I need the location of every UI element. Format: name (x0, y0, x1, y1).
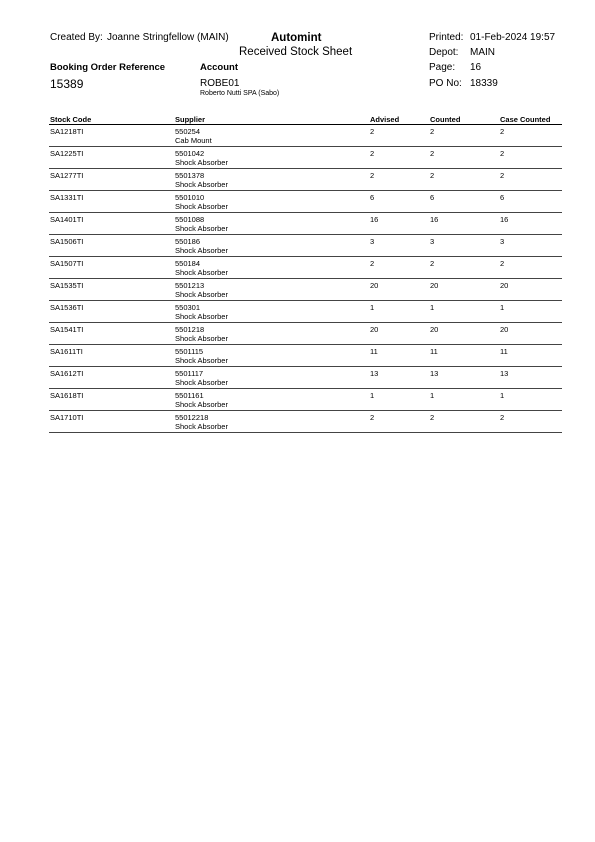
case-counted-cell: 2 (500, 149, 505, 158)
account-label: Account (200, 62, 238, 73)
stock-code-cell: SA1507TI (50, 259, 84, 268)
stock-code-cell: SA1618TI (50, 391, 84, 400)
table-row (0, 391, 595, 413)
po-label: PO No: (429, 78, 462, 89)
booking-ref-value: 15389 (50, 77, 84, 91)
description-cell: Shock Absorber (175, 268, 228, 277)
row-divider (49, 344, 562, 345)
col-header-advised: Advised (370, 115, 400, 124)
stock-code-cell: SA1541TI (50, 325, 84, 334)
col-header-stock-code: Stock Code (50, 115, 92, 124)
supplier-code-cell: 5501218 (175, 325, 205, 334)
printed-value: 01-Feb-2024 19:57 (470, 32, 556, 43)
stock-code-cell: SA1277TI (50, 171, 84, 180)
advised-cell: 2 (370, 127, 375, 136)
col-header-supplier: Supplier (175, 115, 206, 124)
description-cell: Cab Mount (175, 136, 212, 145)
description-cell: Shock Absorber (175, 334, 228, 343)
table-row (0, 347, 595, 369)
advised-cell: 2 (370, 171, 375, 180)
po-value: 18339 (470, 78, 498, 89)
advised-cell: 1 (370, 303, 375, 312)
table-row (0, 281, 595, 303)
table-row (0, 259, 595, 281)
row-divider (49, 168, 562, 169)
advised-cell: 13 (370, 369, 379, 378)
case-counted-cell: 16 (500, 215, 509, 224)
advised-cell: 2 (370, 259, 375, 268)
sheet-title: Received Stock Sheet (239, 46, 353, 58)
col-header-counted: Counted (430, 115, 461, 124)
case-counted-cell: 20 (500, 325, 509, 334)
row-divider (49, 256, 562, 257)
case-counted-cell: 3 (500, 237, 505, 246)
case-counted-cell: 1 (500, 303, 505, 312)
supplier-code-cell: 550186 (175, 237, 201, 246)
booking-ref-label: Booking Order Reference (50, 62, 166, 73)
row-divider (49, 388, 562, 389)
depot-label: Depot: (429, 47, 459, 58)
stock-code-cell: SA1535TI (50, 281, 84, 290)
supplier-code-cell: 5501115 (175, 347, 204, 356)
account-code: ROBE01 (200, 78, 240, 89)
page-value: 16 (470, 62, 482, 73)
description-cell: Shock Absorber (175, 224, 228, 233)
counted-cell: 13 (430, 369, 439, 378)
supplier-code-cell: 5501378 (175, 171, 205, 180)
advised-cell: 20 (370, 281, 379, 290)
case-counted-cell: 2 (500, 171, 505, 180)
printed-label: Printed: (429, 32, 464, 43)
table-row (0, 149, 595, 171)
stock-code-cell: SA1218TI (50, 127, 84, 136)
counted-cell: 2 (430, 127, 435, 136)
table-row (0, 413, 595, 435)
case-counted-cell: 2 (500, 127, 505, 136)
row-divider (49, 190, 562, 191)
supplier-code-cell: 5501010 (175, 193, 205, 202)
counted-cell: 20 (430, 281, 439, 290)
stock-code-cell: SA1710TI (50, 413, 84, 422)
advised-cell: 20 (370, 325, 379, 334)
table-row (0, 325, 595, 347)
case-counted-cell: 20 (500, 281, 509, 290)
description-cell: Shock Absorber (175, 202, 228, 211)
stock-code-cell: SA1401TI (50, 215, 84, 224)
stock-code-cell: SA1612TI (50, 369, 84, 378)
stock-code-cell: SA1331TI (50, 193, 84, 202)
counted-cell: 16 (430, 215, 439, 224)
row-divider (49, 278, 562, 279)
table-row (0, 303, 595, 325)
col-header-case-counted: Case Counted (500, 115, 551, 124)
advised-cell: 3 (370, 237, 375, 246)
description-cell: Shock Absorber (175, 356, 228, 365)
row-divider (49, 300, 562, 301)
case-counted-cell: 6 (500, 193, 505, 202)
stock-code-cell: SA1225TI (50, 149, 84, 158)
case-counted-cell: 1 (500, 391, 505, 400)
description-cell: Shock Absorber (175, 290, 228, 299)
description-cell: Shock Absorber (175, 400, 228, 409)
counted-cell: 1 (430, 303, 435, 312)
table-row (0, 171, 595, 193)
table-header-divider (49, 124, 562, 125)
description-cell: Shock Absorber (175, 158, 228, 167)
case-counted-cell: 13 (500, 369, 509, 378)
table-row (0, 369, 595, 391)
supplier-code-cell: 550254 (175, 127, 201, 136)
company-name: Automint (271, 32, 322, 44)
advised-cell: 11 (370, 347, 378, 356)
supplier-code-cell: 5501088 (175, 215, 205, 224)
counted-cell: 2 (430, 149, 435, 158)
supplier-code-cell: 5501213 (175, 281, 205, 290)
counted-cell: 2 (430, 171, 435, 180)
advised-cell: 2 (370, 149, 375, 158)
page-label: Page: (429, 62, 456, 73)
created-by-value: Joanne Stringfellow (MAIN) (107, 32, 229, 43)
advised-cell: 2 (370, 413, 375, 422)
advised-cell: 6 (370, 193, 375, 202)
counted-cell: 20 (430, 325, 439, 334)
supplier-code-cell: 55012218 (175, 413, 209, 422)
stock-code-cell: SA1506TI (50, 237, 84, 246)
row-divider (49, 212, 562, 213)
row-divider (49, 410, 562, 411)
table-row (0, 215, 595, 237)
table-row (0, 237, 595, 259)
supplier-code-cell: 550301 (175, 303, 201, 312)
row-divider (49, 234, 562, 235)
advised-cell: 1 (370, 391, 375, 400)
supplier-code-cell: 5501042 (175, 149, 205, 158)
supplier-code-cell: 550184 (175, 259, 201, 268)
row-divider (49, 432, 562, 433)
case-counted-cell: 11 (500, 347, 508, 356)
depot-value: MAIN (470, 47, 495, 58)
counted-cell: 2 (430, 413, 435, 422)
stock-code-cell: SA1536TI (50, 303, 84, 312)
created-by-label: Created By: (50, 32, 103, 43)
table-row (0, 127, 595, 149)
advised-cell: 16 (370, 215, 379, 224)
description-cell: Shock Absorber (175, 180, 228, 189)
case-counted-cell: 2 (500, 259, 505, 268)
counted-cell: 2 (430, 259, 435, 268)
description-cell: Shock Absorber (175, 422, 228, 431)
supplier-code-cell: 5501117 (175, 369, 204, 378)
row-divider (49, 146, 562, 147)
description-cell: Shock Absorber (175, 312, 228, 321)
table-row (0, 193, 595, 215)
row-divider (49, 366, 562, 367)
description-cell: Shock Absorber (175, 378, 228, 387)
counted-cell: 6 (430, 193, 435, 202)
stock-code-cell: SA1611TI (50, 347, 83, 356)
counted-cell: 11 (430, 347, 438, 356)
account-name: Roberto Nutti SPA (Sabo) (200, 90, 280, 97)
counted-cell: 3 (430, 237, 435, 246)
counted-cell: 1 (430, 391, 435, 400)
supplier-code-cell: 5501161 (175, 391, 204, 400)
description-cell: Shock Absorber (175, 246, 228, 255)
row-divider (49, 322, 562, 323)
case-counted-cell: 2 (500, 413, 505, 422)
